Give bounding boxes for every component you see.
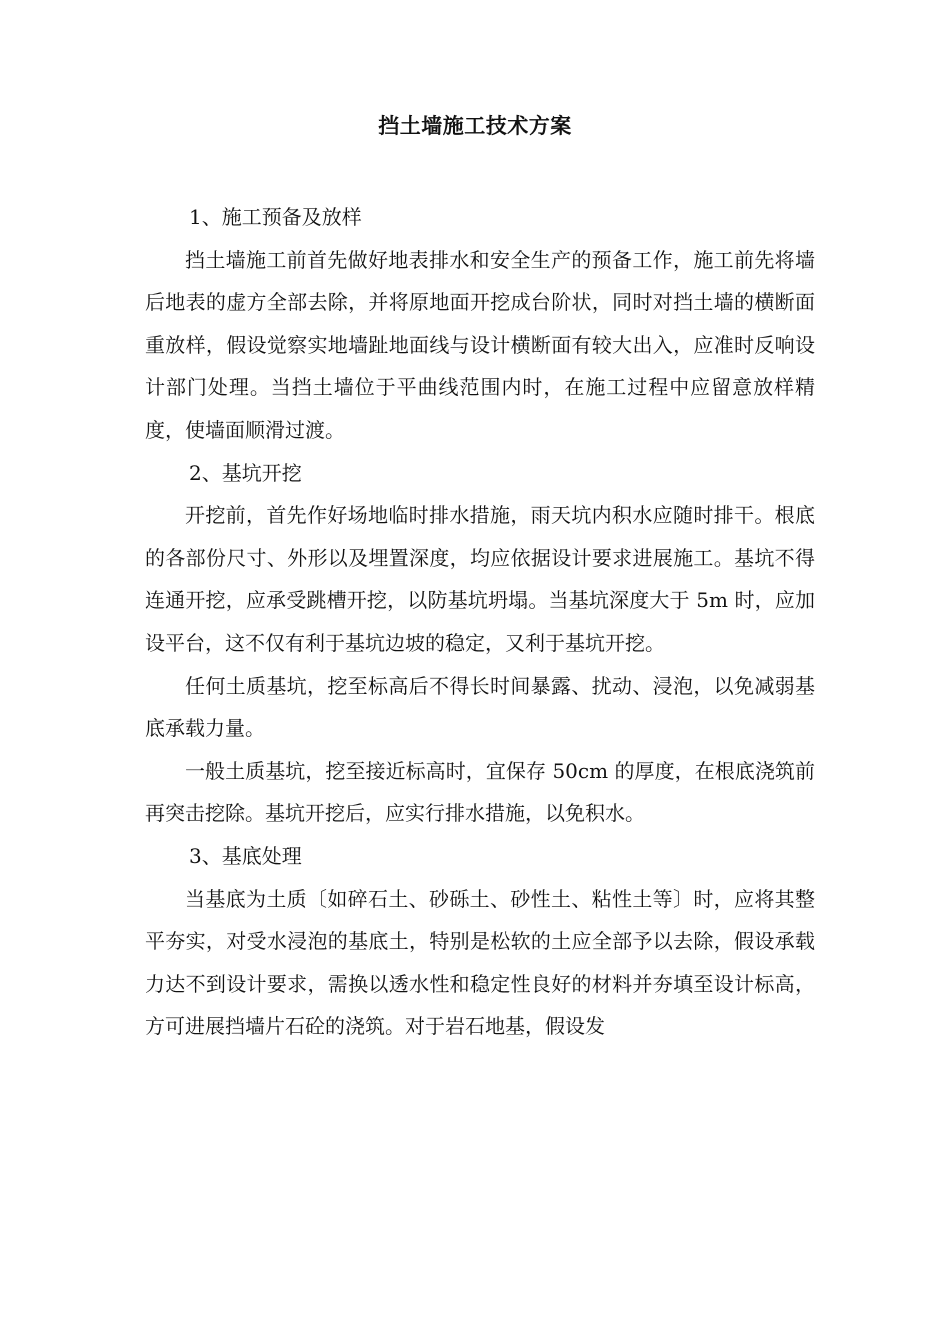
paragraph-excavation-1: 开挖前，首先作好场地临时排水措施，雨天坑内积水应随时排干。根底的各部份尺寸、外形以及埋置深度，均应依据设计要求进展施工。基坑不得连通开挖，应承受跳槽开挖，以防基坑坍塌。当基坑深度大于 5m 时，应加设平台，这不仅有利于基坑边坡的稳定，又利于基坑开挖。 [145,503,815,655]
paragraph-preparation: 挡土墙施工前首先做好地表排水和安全生产的预备工作，施工前先将墙后地表的虚方全部去除，并将原地面开挖成台阶状，同时对挡土墙的横断面重放样，假设觉察实地墙趾地面线与设计横断面有较大出入，应准时反响设计部门处理。当挡土墙位于平曲线范围内时，在施工过程中应留意放样精度，使墙面顺滑过渡。 [145,247,815,442]
paragraph-excavation-3: 一般土质基坑，挖至接近标高时，宜保存 50cm 的厚度，在根底浇筑前再突击挖除。基坑开挖后，应实行排水措施，以免积水。 [145,758,815,826]
document-body [145,196,815,1048]
paragraph-foundation: 当基底为土质〔如碎石土、砂砾土、砂性土、粘性土等〕时，应将其整平夯实，对受水浸泡的基底土，特别是松软的土应全部予以去除，假设承载力达不到设计要求，需换以透水性和稳定性良好的材料并夯填至设计标高，方可进展挡墙片石砼的浇筑。对于岩石地基，假设发 [145,886,815,1039]
paragraph-excavation-2: 任何土质基坑，挖至标高后不得长时间暴露、扰动、浸泡，以免减弱基底承载力量。 [145,673,815,741]
section-heading-excavation: 2、基坑开挖 [189,460,302,485]
section-heading-preparation: 1、施工预备及放样 [189,205,362,229]
section-heading-foundation: 3、基底处理 [189,843,302,868]
document-title: 挡土墙施工技术方案 [378,114,572,138]
